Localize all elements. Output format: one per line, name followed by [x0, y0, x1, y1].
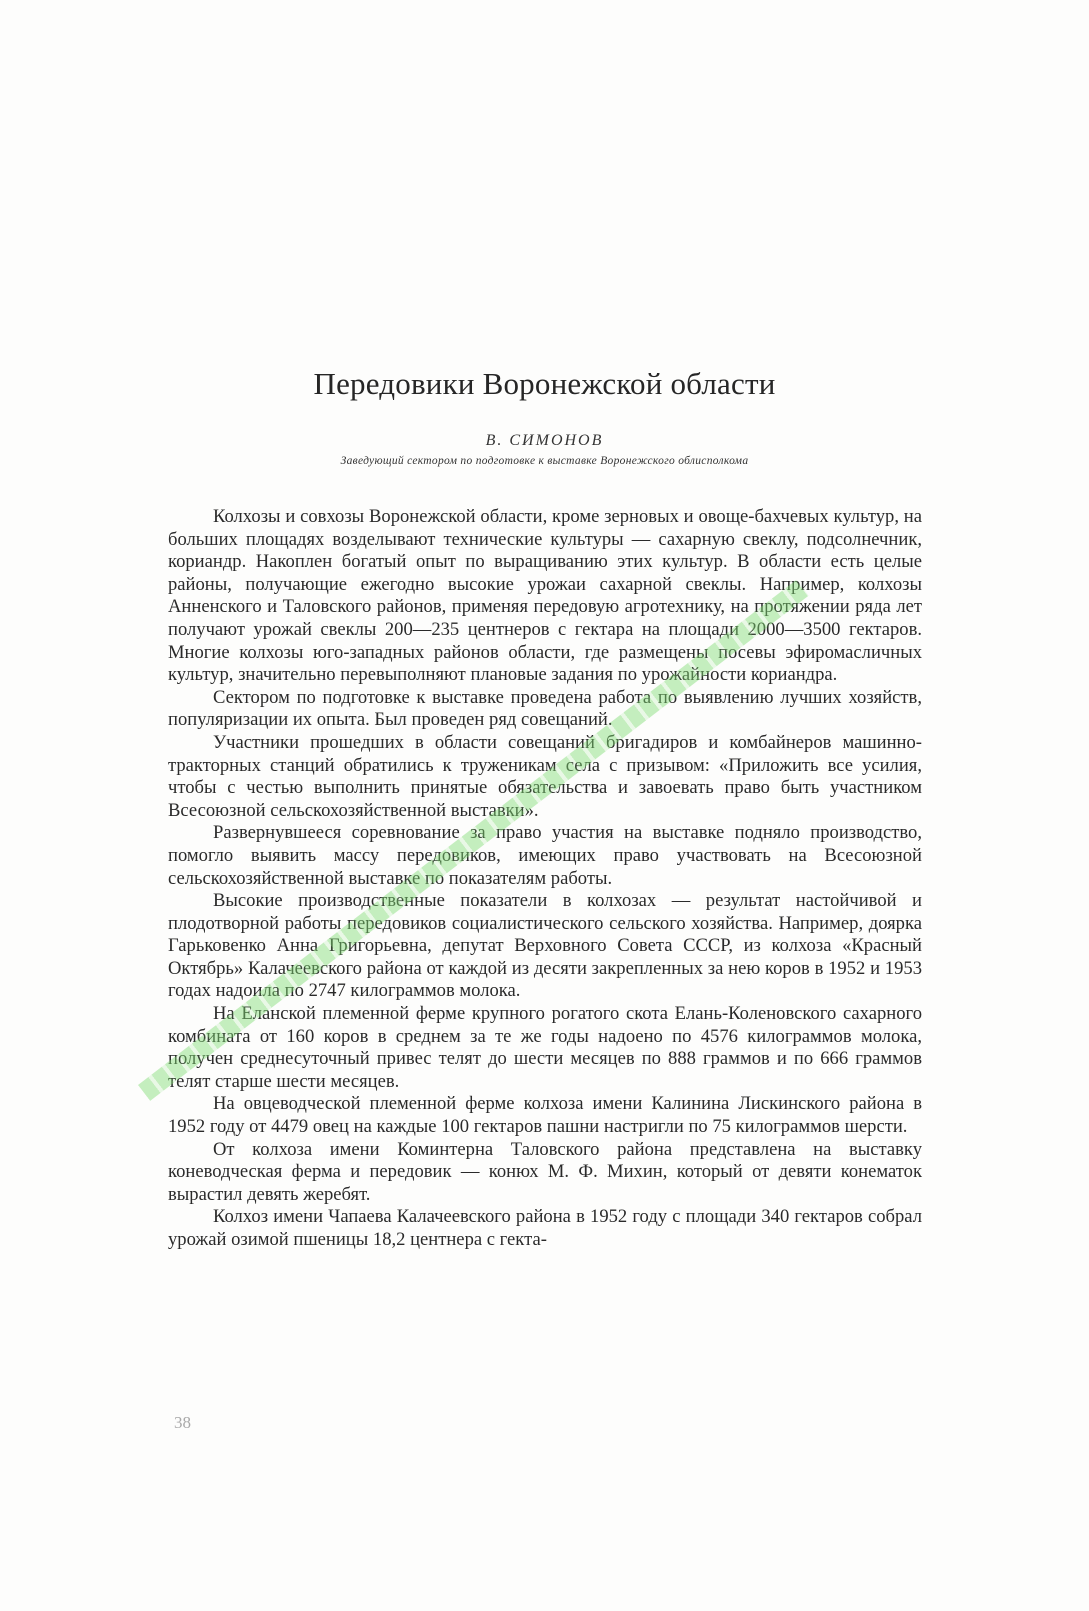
article-body — [168, 506, 922, 1252]
paragraph: Развернувшееся соревнование за право участия на выставке подняло производство, помогло выявить массу передовиков, имеющих право участвовать на Всесоюзной сельскохозяйственной выставке по показателям работы. — [168, 822, 922, 889]
paragraph: На Еланской племенной ферме крупного рогатого скота Елань-Коленовского сахарного комбината от 160 коров в среднем за те же годы надоено по 4576 килограммов молока, получен среднесуточный привес телят до шести месяцев по 888 граммов и по 666 граммов телят старше шести месяцев. — [168, 1003, 922, 1092]
paragraph: Сектором по подготовке к выставке проведена работа по выявлению лучших хозяйств, популяризации их опыта. Был проведен ряд совещаний. — [168, 686, 922, 731]
article-title: Передовики Воронежской области — [313, 366, 776, 401]
author-role: Заведующий сектором по подготовке к выставке Воронежского облисполкома — [340, 455, 749, 467]
page-number: 38 — [174, 1413, 191, 1432]
paragraph: Колхоз имени Чапаева Калачеевского района в 1952 году с площади 340 гектаров собрал урожай озимой пшеницы 18,2 центнера с гекта- — [168, 1206, 922, 1250]
paragraph: Высокие производственные показатели в колхозах — результат настойчивой и плодотворной работы передовиков социалистического сельского хозяйства. Например, доярка Гарьковенко Анна Григорьевна, депутат Верховного Совета СССР, из колхоза «Красный Октябрь» Калачеевского района от каждой из десяти закрепленных за нею коров в 1952 и 1953 годах надоила по 2747 килограммов молока. — [168, 890, 922, 1002]
paragraph: Участники прошедших в области совещаний бригадиров и комбайнеров машинно-тракторных станций обратились к труженикам села с призывом: «Приложить все усилия, чтобы с честью выполнить принятые обязательства и завоевать право быть участником Всесоюзной сельскохозяйственной выставки». — [168, 731, 922, 821]
article-author: В. СИМОНОВ — [485, 432, 604, 449]
paragraph: Колхозы и совхозы Воронежской области, кроме зерновых и овоще-бахчевых культур, на больших площадях возделывают технические культуры — сахарную свеклу, подсолнечник, кориандр. Накоплен богатый опыт по выращиванию этих культур. В области есть целые районы, получающие ежегодно высокие урожаи сахарной свеклы. Например, колхозы Анненского и Таловского районов, применяя передовую агротехнику, на протяжении ряда лет получают урожай свеклы 200—235 центнеров с гектара на площади 2000—3500 гектаров. Многие колхозы юго-западных районов области, где размещены посевы эфиромасличных культур, значительно перевыполняют плановые задания по урожайности кориандра. — [168, 506, 922, 686]
paragraph: На овцеводческой племенной ферме колхоза имени Калинина Лискинского района в 1952 году от 4479 овец на каждые 100 гектаров пашни настригли по 75 килограммов шерсти. — [168, 1093, 922, 1138]
paragraph: От колхоза имени Коминтерна Таловского района представлена на выставку коневодческая ферма и передовик — конюх М. Ф. Михин, который от девяти конематок вырастил девять жеребят. — [168, 1138, 922, 1205]
